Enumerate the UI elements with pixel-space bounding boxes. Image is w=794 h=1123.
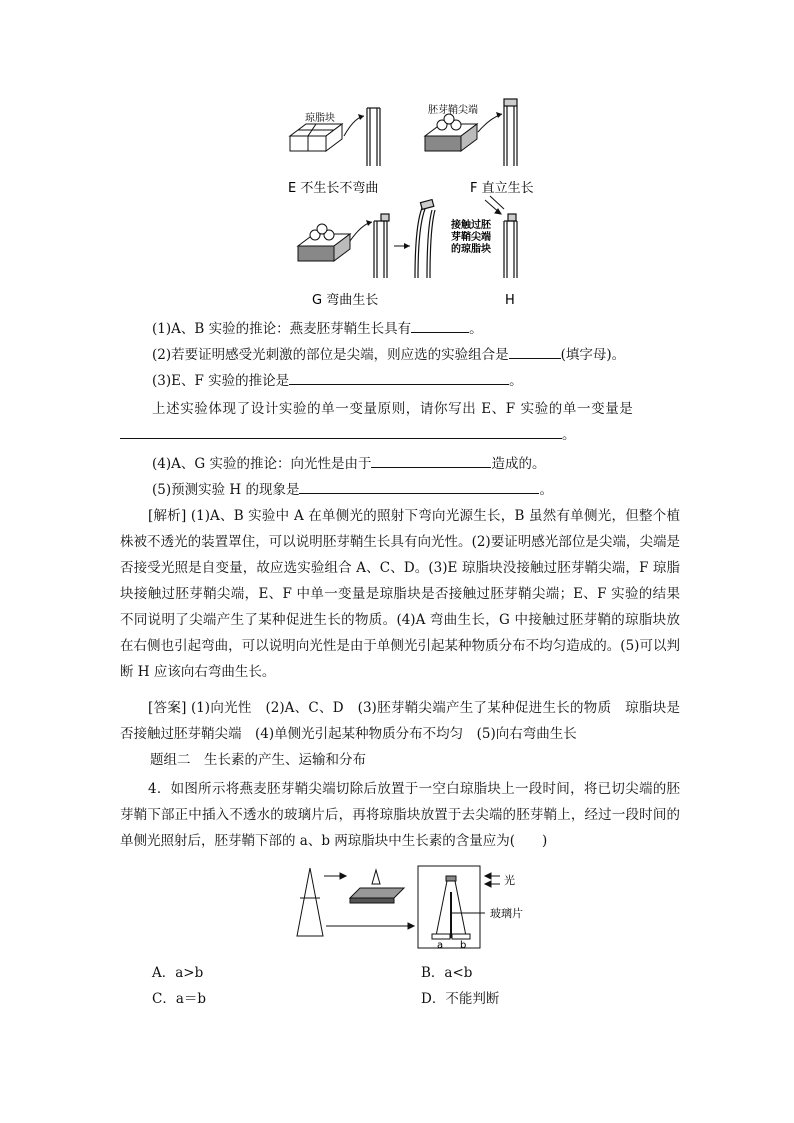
light-arrows-H xyxy=(485,196,504,214)
caption-H: H xyxy=(505,293,515,308)
question-3b-line: 。 xyxy=(120,424,576,444)
question-3: (3)E、F 实验的推论是 。 xyxy=(152,370,523,390)
analysis-tag: [解析] xyxy=(148,508,187,524)
option-A[interactable]: A．a>b xyxy=(152,965,204,981)
question-4: (4)A、G 实验的推论：向光性是由于 造成的。 xyxy=(152,453,545,473)
answer-text: (1)向光性 (2)A、C、D (3)胚芽鞘尖端产生了某种促进生长的物质 琼脂块是否接触过胚芽鞘尖端 (4)单侧光引起某种物质分布不均匀 (5)向右弯曲生长 xyxy=(120,700,680,742)
coleoptile-cone xyxy=(297,868,323,936)
experiment-figure-q4 xyxy=(290,858,540,950)
question-3b: 上述实验体现了设计实验的单一变量原则，请你写出 E、F 实验的单一变量是 xyxy=(152,401,634,417)
label-touched-1: 接触过胚 xyxy=(451,220,491,231)
answer-blank-3[interactable] xyxy=(289,370,509,385)
label-light: 光 xyxy=(504,874,515,887)
caption-F: F 直立生长 xyxy=(470,181,534,196)
option-D[interactable]: D．不能判断 xyxy=(421,991,500,1007)
question-4-stem: 4．如图所示将燕麦胚芽鞘尖端切除后放置于一空白琼脂块上一段时间，将已切尖端的胚芽鞘下部正中插入不透水的玻璃片后，再将琼脂块放置于去尖端的胚芽鞘上，经过一段时间的单侧光照射后，胚芽鞘下部的 a、b 两琼脂块中生长素的含量应为( ) xyxy=(120,781,680,849)
agar-block-grid-E xyxy=(290,124,342,151)
caption-E: E 不生长不弯曲 xyxy=(288,181,379,196)
experiment-figure-EFGH xyxy=(270,96,570,308)
answer-tag: [答案] xyxy=(148,700,187,716)
coleoptile-F xyxy=(504,99,517,166)
answer-blank-2[interactable] xyxy=(509,344,561,359)
answer-blank-1[interactable] xyxy=(411,318,469,333)
answer-blank-5[interactable] xyxy=(299,479,539,494)
coleoptile-G2-bent xyxy=(415,200,435,278)
coleoptile-stump-E xyxy=(367,108,380,166)
label-a: a xyxy=(437,940,444,950)
agar-with-tips-G xyxy=(298,224,350,261)
label-b: b xyxy=(460,940,467,950)
caption-G: G 弯曲生长 xyxy=(312,293,379,308)
answer-blank-4[interactable] xyxy=(371,453,491,468)
option-C[interactable]: C．a＝b xyxy=(152,991,207,1007)
answer-blank-3b[interactable] xyxy=(120,424,562,439)
analysis-text: (1)A、B 实验中 A 在单侧光的照射下弯向光源生长，B 虽然有单侧光，但整个植株被不透光的装置罩住，可以说明胚芽鞘生长具有向光性。(2)要证明感光部位是尖端，尖端是否接受光照是自变量，故应选实验组合 A、C、D。(3)E 琼脂块没接触过胚芽鞘尖端，F 琼脂块接触过胚芽鞘尖端，E、F 中单一变量是琼脂块是否接触过胚芽鞘尖端；E、F 实验的结果不同说明了尖端产生了某种促进生长的物质。(4)A 弯曲生长，G 中接触过胚芽鞘的琼脂块放在右侧也引起弯曲，可以说明向光性是由于单侧光引起某种物质分布不均匀造成的。(5)可以判断 H 应该向右弯曲生长。 xyxy=(120,508,680,680)
section-title: 题组二 生长素的产生、运输和分布 xyxy=(150,752,366,768)
coleoptile-G1 xyxy=(374,214,389,278)
label-agar: 琼脂块 xyxy=(305,113,335,124)
label-glass: 玻璃片 xyxy=(490,907,523,920)
question-2: (2)若要证明感受光刺激的部位是尖端，则应选的实验组合是 (填字母)。 xyxy=(152,344,625,364)
question-5: (5)预测实验 H 的现象是 。 xyxy=(152,479,553,499)
analysis-paragraph xyxy=(120,503,680,685)
label-tip: 胚芽鞘尖端 xyxy=(428,105,478,116)
option-B[interactable]: B．a<b xyxy=(421,965,473,981)
agar-block-with-tip xyxy=(350,888,404,898)
coleoptile-H xyxy=(504,214,517,278)
agar-with-tips-F xyxy=(425,114,477,151)
answer-paragraph xyxy=(120,695,680,747)
label-touched-3: 的琼脂块 xyxy=(451,244,491,255)
label-touched-2: 芽鞘尖端 xyxy=(451,232,491,243)
question-1: (1)A、B 实验的推论：燕麦胚芽鞘生长具有 。 xyxy=(152,318,483,338)
